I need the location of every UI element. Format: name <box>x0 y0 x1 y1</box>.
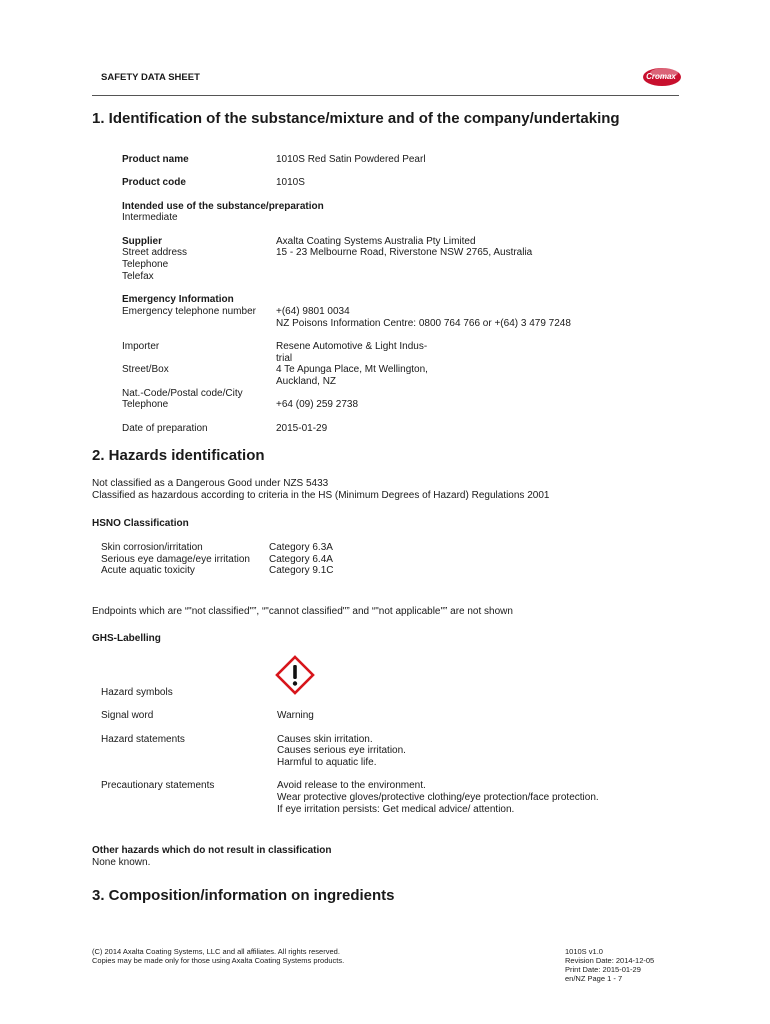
intended-use-value: Intermediate <box>122 212 178 223</box>
hsno-hazard-1: Skin corrosion/irritation <box>101 542 203 553</box>
telephone-label: Telephone <box>122 259 169 270</box>
endpoints-note: Endpoints which are “"not classified"”, “"cannot classified"” and “"not applicable"” are not shown <box>92 606 513 617</box>
precautionary-statements-label: Precautionary statements <box>101 780 215 791</box>
dangerous-good-note: Not classified as a Dangerous Good under NZS 5433 <box>92 478 329 489</box>
hsno-category-3: Category 9.1C <box>269 565 334 576</box>
signal-word-value: Warning <box>277 710 314 721</box>
precautionary-statement-3: If eye irritation persists: Get medical advice/ attention. <box>277 804 515 815</box>
product-name-label: Product name <box>122 154 189 165</box>
emergency-label: Emergency Information <box>122 294 234 305</box>
section1-heading: 1. Identification of the substance/mixture and of the company/undertaking <box>92 110 620 127</box>
telefax-label: Telefax <box>122 271 154 282</box>
date-label: Date of preparation <box>122 423 208 434</box>
natcode-label: Nat.-Code/Postal code/City <box>122 388 243 399</box>
hsno-category-2: Category 6.4A <box>269 554 333 565</box>
footer-version: 1010S v1.0 <box>565 947 603 956</box>
hazard-statement-2: Causes serious eye irritation. <box>277 745 406 756</box>
precautionary-statement-2: Wear protective gloves/protective clothing/eye protection/face protection. <box>277 792 599 803</box>
product-code-label: Product code <box>122 177 186 188</box>
emergency-phone-value: +(64) 9801 0034 <box>276 306 350 317</box>
other-hazards-value: None known. <box>92 857 151 868</box>
street-address-value: 15 - 23 Melbourne Road, Riverstone NSW 2765, Australia <box>276 247 533 258</box>
city-value: Auckland, NZ <box>276 376 337 387</box>
product-name-value: 1010S Red Satin Powdered Pearl <box>276 154 426 165</box>
importer-telephone-label: Telephone <box>122 399 169 410</box>
section2-heading: 2. Hazards identification <box>92 447 265 464</box>
hsno-hazard-2: Serious eye damage/eye irritation <box>101 554 250 565</box>
product-code-value: 1010S <box>276 177 305 188</box>
streetbox-value: 4 Te Apunga Place, Mt Wellington, <box>276 364 428 375</box>
classified-hazardous-note: Classified as hazardous according to criteria in the HS (Minimum Degrees of Hazard) Regulations 2001 <box>92 490 550 501</box>
importer-label: Importer <box>122 341 160 352</box>
precautionary-statement-1: Avoid release to the environment. <box>277 780 426 791</box>
hazard-statement-1: Causes skin irritation. <box>277 734 373 745</box>
document-title: SAFETY DATA SHEET <box>101 72 200 83</box>
hazard-statement-3: Harmful to aquatic life. <box>277 757 377 768</box>
ghs-labelling-label: GHS-Labelling <box>92 633 161 644</box>
footer-copyright-line2: Copies may be made only for those using Axalta Coating Systems products. <box>92 956 345 965</box>
footer-revision-date: Revision Date: 2014-12-05 <box>565 956 655 965</box>
hazard-symbols-label: Hazard symbols <box>101 687 173 698</box>
emergency-phone-label: Emergency telephone number <box>122 306 256 317</box>
streetbox-label: Street/Box <box>122 364 169 375</box>
hsno-classification-label: HSNO Classification <box>92 518 189 529</box>
supplier-label: Supplier <box>122 236 163 247</box>
poisons-centre-value: NZ Poisons Information Centre: 0800 764 766 or +(64) 3 479 7248 <box>276 318 571 329</box>
hsno-category-1: Category 6.3A <box>269 542 333 553</box>
hsno-hazard-3: Acute aquatic toxicity <box>101 565 195 576</box>
hazard-statements-label: Hazard statements <box>101 734 185 745</box>
section3-heading: 3. Composition/information on ingredients <box>92 887 395 904</box>
footer-page-number: en/NZ Page 1 - 7 <box>565 974 623 983</box>
street-address-label: Street address <box>122 247 188 258</box>
footer-copyright-line1: (C) 2014 Axalta Coating Systems, LLC and all affiliates. All rights reserved. <box>92 947 340 956</box>
footer-print-date: Print Date: 2015-01-29 <box>565 965 641 974</box>
header-divider <box>92 95 679 96</box>
other-hazards-label: Other hazards which do not result in classification <box>92 845 332 856</box>
supplier-value: Axalta Coating Systems Australia Pty Limited <box>276 236 476 247</box>
importer-value-line1: Resene Automotive & Light Indus- <box>276 341 428 352</box>
date-value: 2015-01-29 <box>276 423 328 434</box>
exclamation-mark-pictogram-icon <box>275 655 315 695</box>
signal-word-label: Signal word <box>101 710 154 721</box>
importer-value-line2: trial <box>276 353 293 364</box>
svg-text:Cromax: Cromax <box>646 72 676 81</box>
cromax-logo <box>640 62 682 88</box>
intended-use-label: Intended use of the substance/preparation <box>122 201 324 212</box>
importer-telephone-value: +64 (09) 259 2738 <box>276 399 359 410</box>
